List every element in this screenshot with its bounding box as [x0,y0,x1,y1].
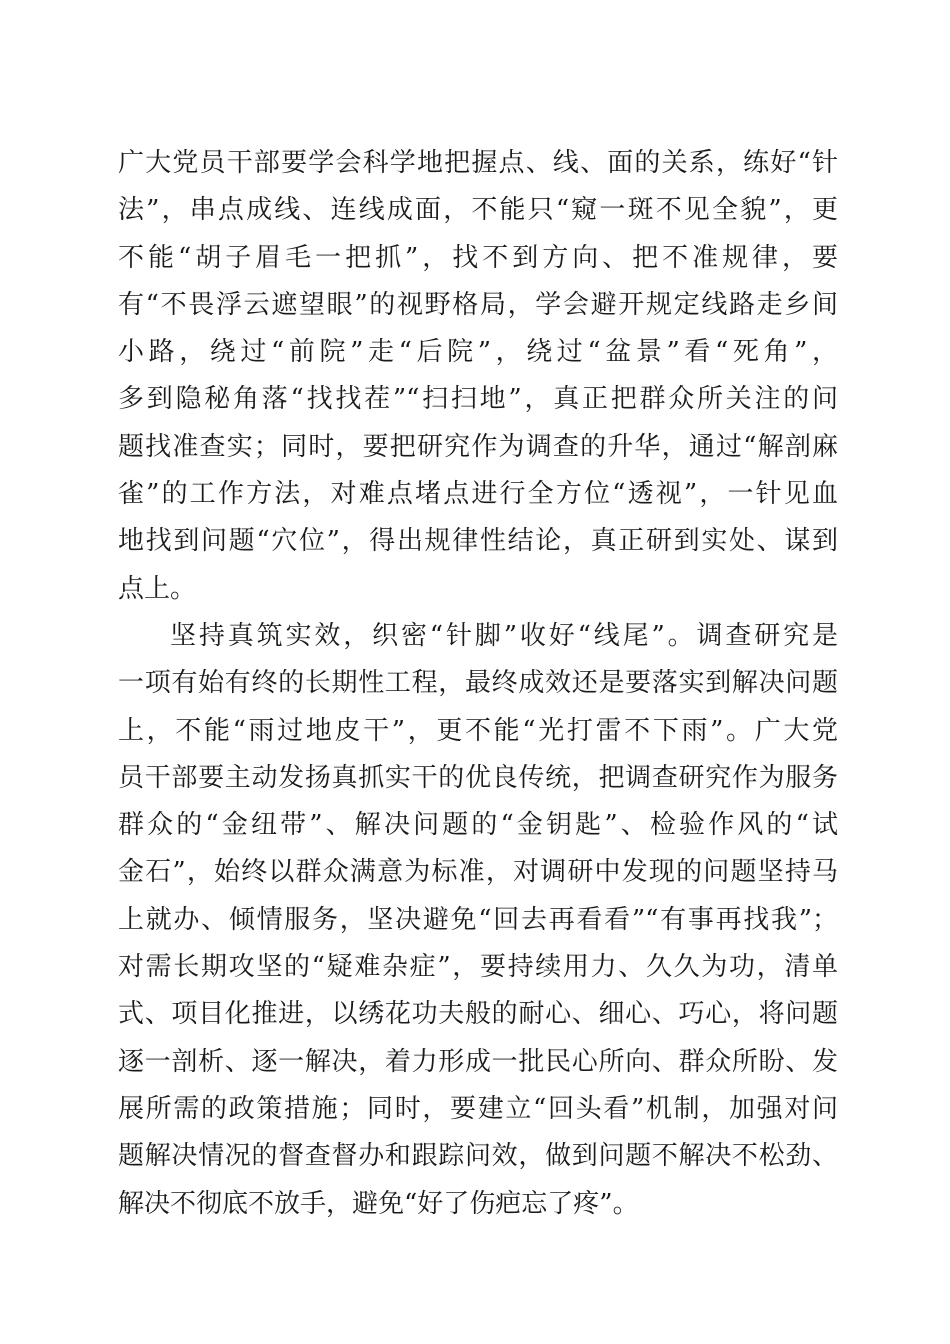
text-line: 上就办、倾情服务，坚决避免“回去再看看”“有事再找我”； [118,904,838,935]
text-line: 一项有始有终的长期性工程，最终成效还是要落实到解决问题 [118,668,838,699]
text-line: 雀”的工作方法，对难点堵点进行全方位“透视”，一针见血 [118,479,838,510]
text-line: 对需长期攻坚的“疑难杂症”，要持续用力、久久为功，清单 [118,952,838,983]
text-line: 广大党员干部要学会科学地把握点、线、面的关系，练好“针 [118,148,838,178]
text-line: 解决不彻底不放手，避免“好了伤疤忘了疼”。 [118,1188,639,1219]
text-line: 有“不畏浮云遮望眼”的视野格局，学会避开规定线路走乡间 [118,289,838,320]
text-line: 逐一剖析、逐一解决，着力形成一批民心所向、群众所盼、发 [118,1046,838,1077]
document-body [118,140,838,1228]
text-line: 题找准查实；同时，要把研究作为调查的升华，通过“解剖麻 [118,431,838,462]
paragraph-2 [118,613,838,1228]
text-line: 地找到问题“穴位”，得出规律性结论，真正研到实处、谋到 [118,526,838,557]
text-line: 员干部要主动发扬真抓实干的优良传统，把调查研究作为服务 [118,762,838,793]
paragraph-1 [118,140,838,613]
text-line: 小路，绕过“前院”走“后院”，绕过“盆景”看“死角”， [118,337,838,368]
text-line: 上，不能“雨过地皮干”，更不能“光打雷不下雨”。广大党 [118,715,838,746]
text-line: 法”，串点成线、连线成面，不能只“窥一斑不见全貌”，更 [118,195,838,226]
text-line: 点上。 [118,573,197,604]
text-line: 群众的“金纽带”、解决问题的“金钥匙”、检验作风的“试 [118,810,838,841]
text-line: 不能“胡子眉毛一把抓”，找不到方向、把不准规律，要 [118,242,838,273]
text-line: 多到隐秘角落“找找茬”“扫扫地”，真正把群众所关注的问 [118,384,838,415]
text-line: 题解决情况的督查督办和跟踪问效，做到问题不解决不松劲、 [118,1141,838,1172]
text-line: 式、项目化推进，以绣花功夫般的耐心、细心、巧心，将问题 [118,999,838,1030]
text-line: 金石”，始终以群众满意为标准，对调研中发现的问题坚持马 [118,857,838,888]
text-line: 展所需的政策措施；同时，要建立“回头看”机制，加强对问 [118,1093,838,1124]
text-line: 坚持真筑实效，织密“针脚”收好“线尾”。调查研究是 [170,620,838,651]
